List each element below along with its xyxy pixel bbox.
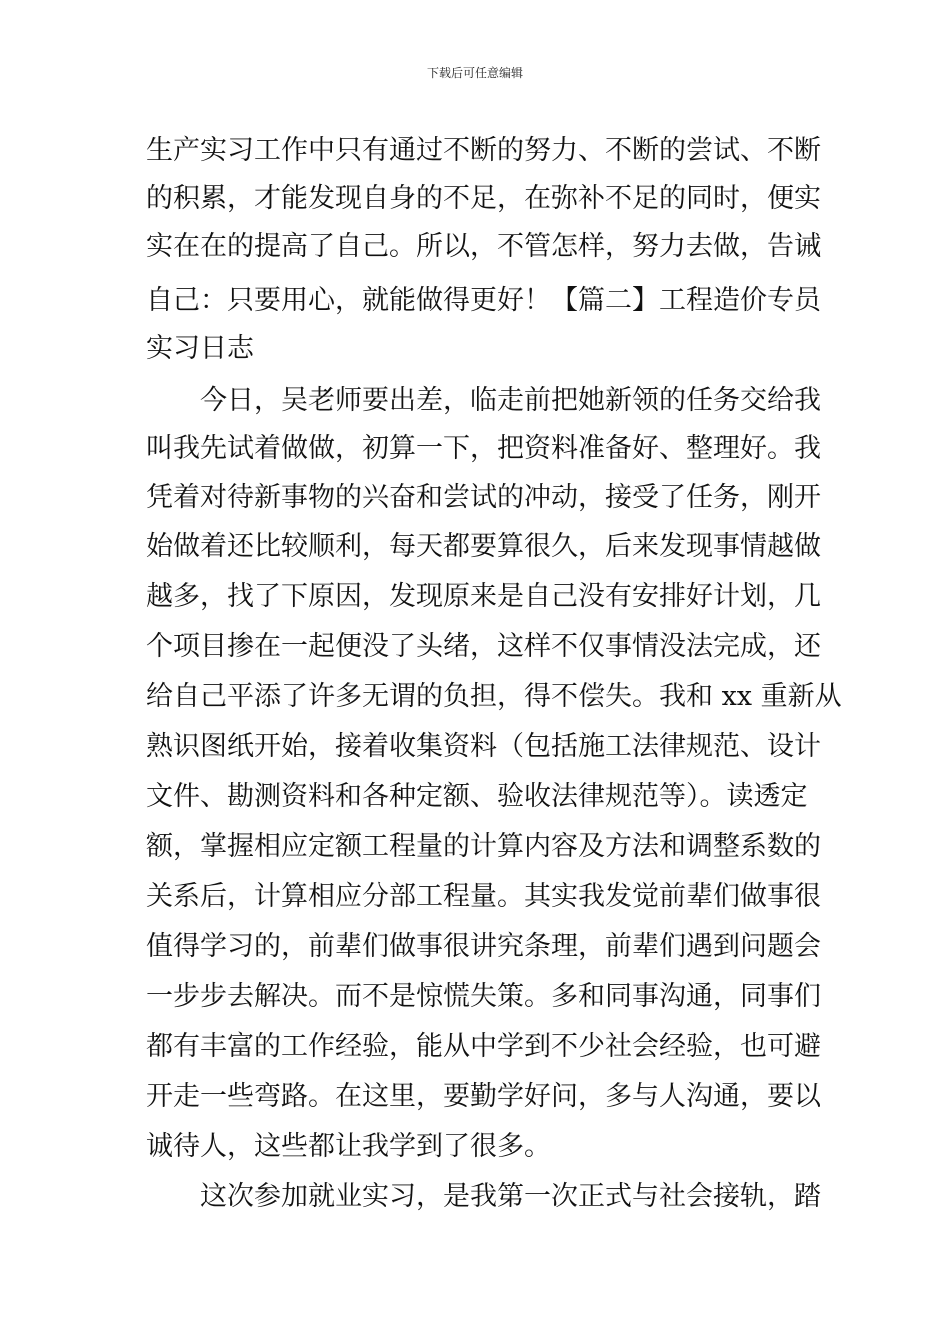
text-line: 实习日志 <box>146 333 254 364</box>
text-line: 都有丰富的工作经验，能从中学到不少社会经验，也可避 <box>146 1031 821 1062</box>
text-line: 个项目掺在一起便没了头绪，这样不仅事情没法完成，还 <box>146 631 821 662</box>
text-line: 生产实习工作中只有通过不断的努力、不断的尝试、不断 <box>146 135 821 166</box>
text-line: 始做着还比较顺利，每天都要算很久，后来发现事情越做 <box>146 531 821 562</box>
text-line: 实在在的提高了自己。所以，不管怎样，努力去做，告诫 <box>146 231 821 262</box>
page-header: 下载后可任意编辑 <box>426 66 523 80</box>
text-line: 给自己平添了许多无谓的负担，得不偿失。我和 xx 重新从 <box>146 681 842 712</box>
text-line: 关系后，计算相应分部工程量。其实我发觉前辈们做事很 <box>146 881 821 912</box>
text-line: 今日，吴老师要出差，临走前把她新领的任务交给我 <box>200 385 821 416</box>
text-line: 诚待人，这些都让我学到了很多。 <box>146 1131 551 1162</box>
text-line: 值得学习的，前辈们做事很讲究条理，前辈们遇到问题会 <box>146 931 821 962</box>
text-line: 越多，找了下原因，发现原来是自己没有安排好计划，几 <box>146 581 821 612</box>
text-line: 开走一些弯路。在这里，要勤学好问，多与人沟通，要以 <box>146 1081 821 1112</box>
text-line: 这次参加就业实习，是我第一次正式与社会接轨，踏 <box>200 1181 821 1212</box>
text-line: 叫我先试着做做，初算一下，把资料准备好、整理好。我 <box>146 433 821 464</box>
text-line: 熟识图纸开始，接着收集资料（包括施工法律规范、设计 <box>146 731 821 762</box>
text-line: 自己：只要用心，就能做得更好！【篇二】工程造价专员 <box>146 285 821 316</box>
text-line: 额，掌握相应定额工程量的计算内容及方法和调整系数的 <box>146 831 821 862</box>
text-line: 的积累，才能发现自身的不足，在弥补不足的同时，便实 <box>146 183 821 214</box>
text-line: 凭着对待新事物的兴奋和尝试的冲动，接受了任务，刚开 <box>146 482 821 513</box>
text-line: 文件、勘测资料和各种定额、验收法律规范等）。读透定 <box>146 781 808 812</box>
text-line: 一步步去解决。而不是惊慌失策。多和同事沟通，同事们 <box>146 981 821 1012</box>
